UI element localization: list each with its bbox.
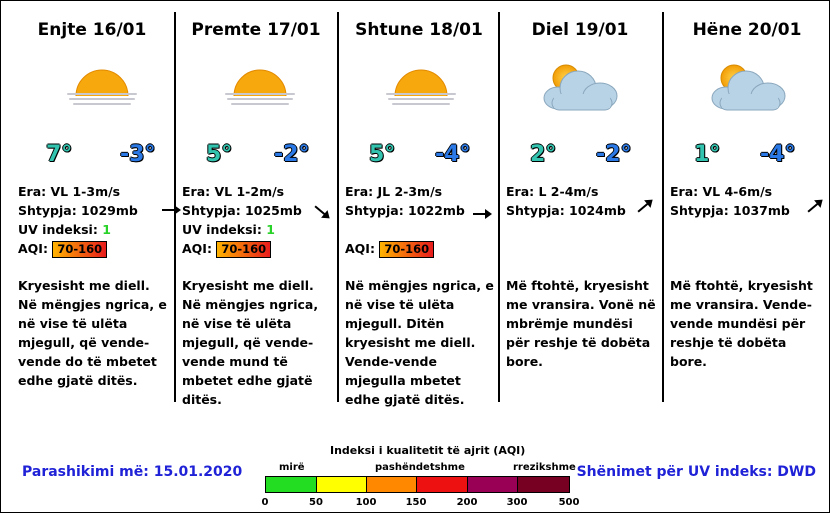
pressure-info: Shtypja: 1024mb [506, 203, 626, 218]
pressure-info: Shtypja: 1037mb [670, 203, 790, 218]
partly-cloudy-icon [704, 58, 790, 118]
forecast-description: Më ftohtë, kryesisht me vransira. Vende-vende mundësi për reshje të dobëta bore. [670, 278, 813, 369]
forecast-description: Kryesisht me diell. Në mëngjes ngrica, në vise të ulëta mjegull, që vende-vende mund të mbetet edhe gjatë ditës. [182, 278, 319, 407]
day-title: Hëne 20/01 [692, 20, 802, 40]
temperature-min: -2° [596, 142, 632, 167]
temperature-min: -4° [435, 142, 471, 167]
uv-index-row [182, 220, 302, 239]
forecast-description: Më ftohtë, kryesisht me vransira. Vonë në mbrëmje mundësi për reshje të dobëta bore. [506, 278, 656, 369]
sun-fog-icon [62, 58, 142, 112]
aqi-category-unhealthy: pashëndetshme [375, 462, 465, 473]
partly-cloudy-icon [536, 58, 622, 118]
temperature-max: 7° [46, 142, 73, 167]
arrow-up-right-icon [634, 198, 656, 212]
day-column [12, 0, 172, 402]
wind-info: Era: VL 1-3m/s [18, 184, 121, 199]
wind-info: Era: VL 1-2m/s [182, 184, 285, 199]
temperature-min: -2° [274, 142, 310, 167]
wind-info: Era: VL 4-6m/s [670, 184, 773, 199]
uv-index-value: 1 [102, 222, 111, 237]
uv-index-label: UV indeksi: [18, 222, 103, 237]
aqi-scale-segment [467, 476, 518, 493]
aqi-label: AQI: [345, 241, 380, 256]
day-column [500, 0, 660, 402]
aqi-scale-segment [416, 476, 468, 493]
aqi-label: AQI: [182, 241, 217, 256]
day-title: Premte 17/01 [191, 20, 321, 40]
sun-fog-icon [381, 58, 461, 112]
uv-index-row [18, 220, 138, 239]
forecast-date: Parashikimi më: 15.01.2020 [22, 464, 243, 480]
wind-info: Era: L 2-4m/s [506, 184, 599, 199]
uv-index-note: Shënimet për UV indeks: DWD [576, 464, 816, 480]
aqi-scale-tick: 100 [355, 497, 377, 508]
aqi-scale-segment [316, 476, 367, 493]
aqi-scale-tick: 200 [456, 497, 478, 508]
day-column [664, 0, 830, 402]
day-column [339, 0, 499, 407]
temperature-max: 5° [206, 142, 233, 167]
aqi-badge: 70-160 [52, 241, 107, 258]
aqi-badge: 70-160 [216, 241, 271, 258]
aqi-scale-segment [265, 476, 317, 493]
arrow-right-icon [471, 206, 493, 220]
forecast-description: Kryesisht me diell. Në mëngjes ngrica, e në vise të ulëta mjegull, që vende-vende do të mbetet edhe gjatë ditës. [18, 278, 167, 388]
temperature-max: 5° [369, 142, 396, 167]
aqi-scale-tick: 150 [405, 497, 427, 508]
aqi-scale-tick: 0 [261, 497, 269, 508]
aqi-scale-segment [517, 476, 570, 493]
forecast-description: Në mëngjes ngrica, e në vise të ulëta mjegull. Ditën kryesisht me diell. Vende-vende mjegulla mbetet edhe gjatë ditës. [345, 278, 494, 407]
day-title: Diel 19/01 [531, 20, 629, 40]
pressure-info: Shtypja: 1022mb [345, 203, 465, 218]
aqi-scale-tick: 300 [506, 497, 528, 508]
aqi-label: AQI: [18, 241, 53, 256]
arrow-up-right-icon [804, 198, 826, 212]
aqi-scale-tick: 50 [309, 497, 323, 508]
day-title: Enjte 16/01 [37, 20, 147, 40]
wind-info: Era: JL 2-3m/s [345, 184, 443, 199]
pressure-info: Shtypja: 1029mb [18, 203, 138, 218]
aqi-category-good: mirë [279, 462, 305, 473]
day-title: Shtune 18/01 [355, 20, 483, 40]
aqi-scale-title: Indeksi i kualitetit të ajrit (AQI) [330, 444, 526, 457]
uv-index-value: 1 [266, 222, 275, 237]
aqi-row [345, 239, 465, 258]
aqi-badge: 70-160 [379, 241, 434, 258]
temperature-min: -3° [120, 142, 156, 167]
day-column [176, 0, 336, 407]
aqi-scale-tick: 500 [558, 497, 580, 508]
sun-fog-icon [220, 58, 300, 112]
uv-index-label: UV indeksi: [182, 222, 267, 237]
aqi-scale-segment [366, 476, 417, 493]
aqi-row [182, 239, 302, 258]
temperature-max: 1° [694, 142, 721, 167]
aqi-row [18, 239, 138, 258]
temperature-max: 2° [530, 142, 557, 167]
temperature-min: -4° [760, 142, 796, 167]
aqi-category-hazardous: rrezikshme [513, 462, 576, 473]
pressure-info: Shtypja: 1025mb [182, 203, 302, 218]
arrow-down-right-icon [311, 204, 333, 218]
